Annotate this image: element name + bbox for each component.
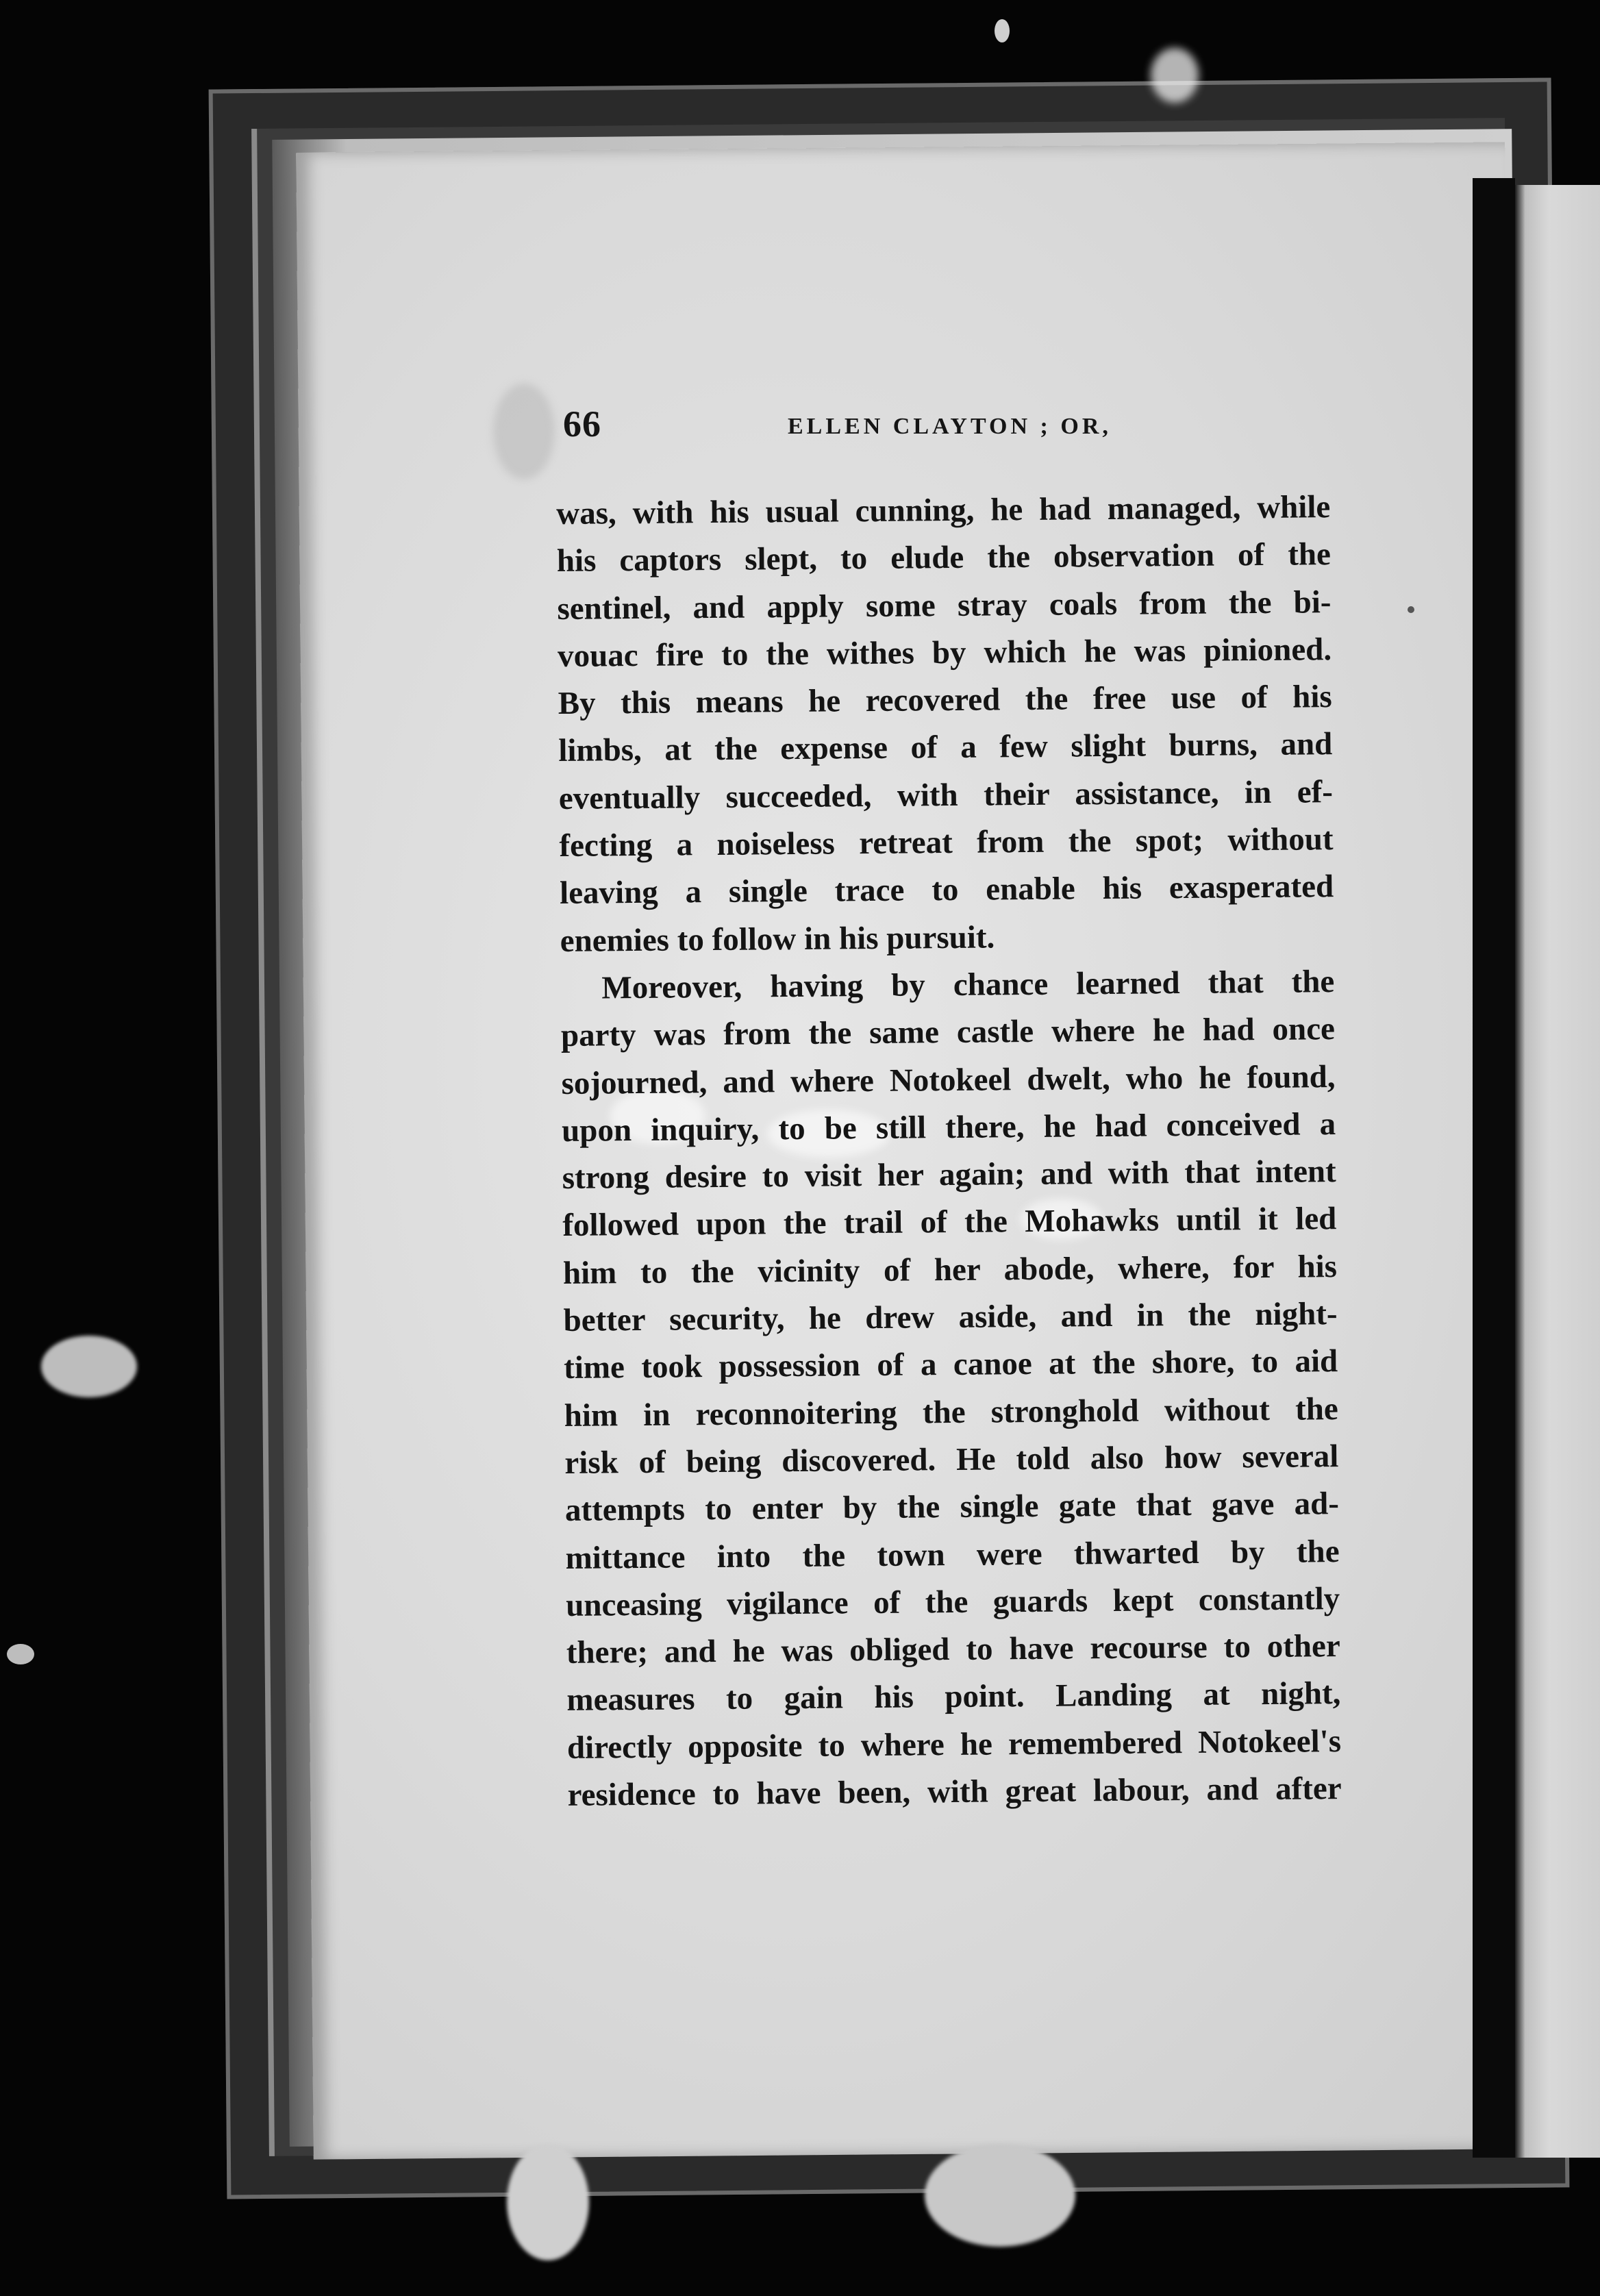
text-line: directly opposite to where he remembered Notokeel's bbox=[566, 1723, 1342, 1766]
paragraph bbox=[560, 958, 1342, 1819]
text-line: risk of being discovered. He told also how several bbox=[564, 1438, 1339, 1481]
text-line: By this means he recovered the free use of his bbox=[558, 679, 1332, 722]
text-line: was, with his usual cunning, he had managed, while bbox=[556, 489, 1331, 532]
text-line: followed upon the trail of the Mohawks until it led bbox=[562, 1201, 1337, 1244]
text-line: him in reconnoitering the stronghold without the bbox=[564, 1390, 1338, 1434]
light-flare bbox=[1151, 48, 1199, 103]
page-number: 66 bbox=[563, 403, 601, 445]
text-line: upon inquiry, to be still there, he had conceived a bbox=[561, 1106, 1336, 1149]
text-line: attempts to enter by the single gate that gave ad- bbox=[564, 1486, 1340, 1529]
dust-speck bbox=[41, 1336, 137, 1397]
stain bbox=[493, 384, 555, 479]
running-title: ELLEN CLAYTON ; OR, bbox=[788, 414, 1112, 439]
text-line: sentinel, and apply some stray coals from the bi- bbox=[557, 584, 1332, 627]
body-text bbox=[556, 484, 1342, 1819]
text-line: strong desire to visit her again; and with that intent bbox=[562, 1153, 1336, 1197]
dust-speck bbox=[7, 1644, 34, 1664]
text-line: sojourned, and where Notokeel dwelt, who he found, bbox=[561, 1058, 1336, 1101]
dust-speck bbox=[507, 2144, 589, 2260]
text-line: fecting a noiseless retreat from the spot; without bbox=[559, 821, 1334, 864]
dust-speck bbox=[925, 2144, 1075, 2247]
dust-speck bbox=[995, 19, 1010, 42]
text-line: time took possession of a canoe at the shore, to aid bbox=[563, 1343, 1338, 1386]
text-line: enemies to follow in his pursuit. bbox=[560, 919, 995, 959]
text-line: better security, he drew aside, and in the night- bbox=[563, 1296, 1338, 1338]
dust-speck bbox=[1408, 606, 1414, 613]
text-line: leaving a single trace to enable his exasperated bbox=[559, 869, 1334, 912]
text-line: party was from the same castle where he had once bbox=[560, 1011, 1336, 1054]
text-line: unceasing vigilance of the guards kept constantly bbox=[565, 1580, 1340, 1623]
gutter-shadow bbox=[1473, 178, 1515, 2158]
text-line: measures to gain his point. Landing at night, bbox=[566, 1675, 1341, 1719]
text-line: residence to have been, with great labour, and after bbox=[567, 1771, 1342, 1813]
text-line: eventually succeeded, with their assistance, in ef- bbox=[558, 773, 1334, 816]
facing-page-edge bbox=[1515, 185, 1600, 2158]
page-header bbox=[563, 403, 1330, 458]
text-line: there; and he was obliged to have recourse to other bbox=[566, 1628, 1340, 1671]
paragraph bbox=[556, 484, 1334, 965]
text-line: vouac fire to the withes by which he was pinioned. bbox=[557, 632, 1332, 674]
text-line: his captors slept, to elude the observation of the bbox=[556, 536, 1332, 579]
text-line: limbs, at the expense of a few slight burns, and bbox=[558, 726, 1333, 769]
text-line: him to the vicinity of her abode, where, for his bbox=[562, 1248, 1338, 1291]
text-line: Moreover, having by chance learned that the bbox=[601, 964, 1335, 1006]
text-line: mittance into the town were thwarted by the bbox=[565, 1533, 1340, 1576]
